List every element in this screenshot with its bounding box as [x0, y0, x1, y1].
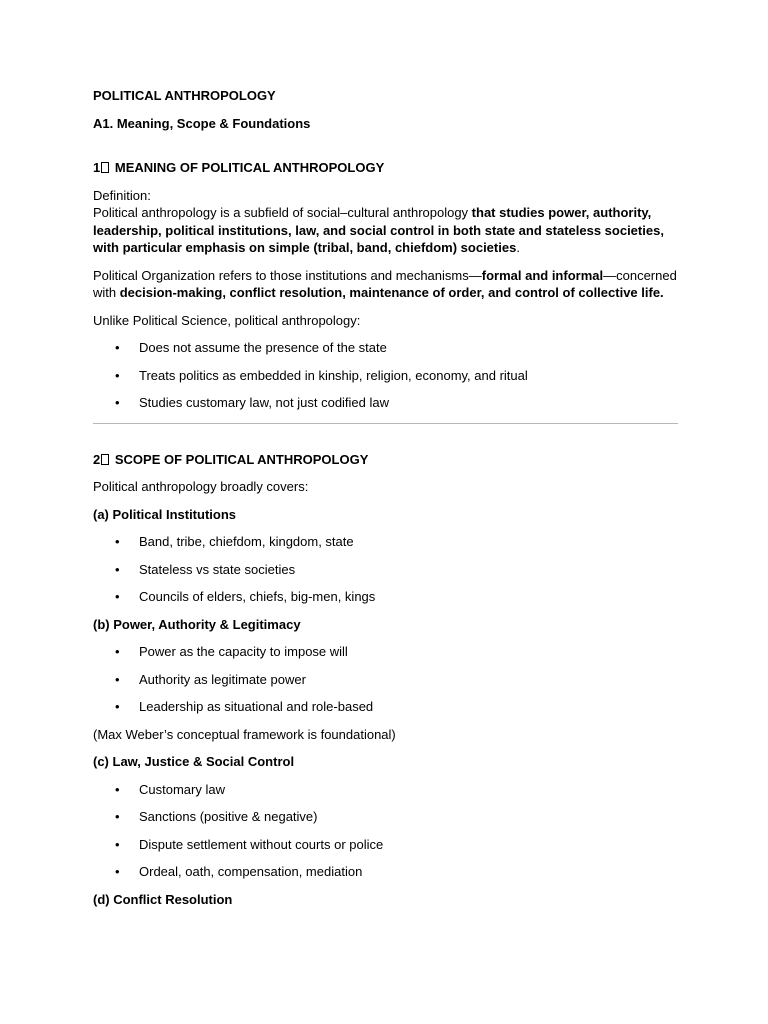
section-2-title: SCOPE OF POLITICAL ANTHROPOLOGY	[114, 451, 369, 467]
document-body	[93, 87, 678, 918]
definition-label: Definition:	[93, 187, 151, 203]
section-2-number: 2	[93, 451, 101, 467]
list-item	[93, 394, 678, 412]
list-b	[93, 643, 678, 716]
list-item-text: Sanctions (positive & negative)	[139, 809, 318, 824]
definition-end: .	[516, 240, 520, 255]
bullet-icon: •	[115, 644, 120, 659]
definition-emphasis: that studies power, authority, leadership, political institutions, law, and social control in both state and stateless societies, with particular emphasis on simple (tribal, band, chiefdom) societies	[93, 205, 664, 255]
list-item-text: Treats politics as embedded in kinship, religion, economy, and ritual	[139, 367, 528, 383]
po-emphasis-2: decision-making, conflict resolution, maintenance of order, and control of collective life.	[119, 285, 664, 300]
subheading-b: (b) Power, Authority & Legitimacy	[93, 616, 301, 632]
po-text-1: Political Organization refers to those institutions and mechanisms—	[93, 267, 482, 283]
list-item-text: Stateless vs state societies	[139, 561, 296, 577]
list-c	[93, 781, 678, 881]
bullet-icon: •	[115, 561, 120, 577]
list-item	[93, 561, 678, 579]
document-subtitle: A1. Meaning, Scope & Foundations	[93, 115, 311, 131]
spacer	[93, 142, 678, 159]
list-item	[93, 836, 678, 854]
missing-glyph-box-icon	[101, 162, 109, 173]
list-item-text: Band, tribe, chiefdom, kingdom, state	[139, 534, 354, 549]
bullet-icon: •	[115, 836, 120, 852]
definition-text: Political anthropology is a subfield of social–cultural anthropology	[93, 205, 472, 220]
list-item	[93, 698, 678, 716]
definition-paragraph	[93, 187, 678, 257]
list-item-text: Customary law	[139, 781, 225, 797]
list-item-text: Dispute settlement without courts or police	[139, 836, 384, 852]
bullet-icon: •	[115, 395, 120, 410]
bullet-icon: •	[115, 534, 120, 549]
political-organization-paragraph	[93, 267, 678, 302]
list-item	[93, 781, 678, 799]
list-a	[93, 533, 678, 606]
list-item	[93, 533, 678, 551]
section-1-number: 1	[93, 160, 101, 175]
bullet-icon: •	[115, 340, 120, 355]
list-item-text: Authority as legitimate power	[139, 671, 306, 687]
bullet-icon: •	[115, 367, 120, 383]
bullet-icon: •	[115, 699, 120, 714]
section-1-title: MEANING OF POLITICAL ANTHROPOLOGY	[114, 160, 385, 175]
bullet-icon: •	[115, 589, 120, 604]
list-item-text: Studies customary law, not just codified law	[139, 395, 390, 410]
document-title: POLITICAL ANTHROPOLOGY	[93, 88, 276, 103]
bullet-icon: •	[115, 671, 120, 687]
section-2-heading	[93, 451, 678, 469]
list-item-text: Does not assume the presence of the state	[139, 340, 387, 355]
list-item	[93, 808, 678, 826]
list-item-text: Power as the capacity to impose will	[139, 644, 348, 659]
subheading-c: (c) Law, Justice & Social Control	[93, 754, 295, 769]
list-item	[93, 339, 678, 357]
weber-note: (Max Weber’s conceptual framework is foundational)	[93, 726, 396, 742]
po-emphasis-1: formal and informal	[481, 267, 604, 283]
list-item-text: Leadership as situational and role-based	[139, 699, 374, 714]
horizontal-divider	[93, 423, 678, 424]
list-item	[93, 367, 678, 385]
section-1-heading	[93, 159, 678, 177]
po-text-2: —concerned with	[93, 267, 677, 300]
bullet-icon: •	[115, 809, 120, 824]
subheading-a: (a) Political Institutions	[93, 506, 237, 522]
list-item	[93, 863, 678, 881]
missing-glyph-box-icon	[101, 454, 109, 465]
list-item-text: Ordeal, oath, compensation, mediation	[139, 864, 363, 879]
bullet-icon: •	[115, 781, 120, 797]
list-item	[93, 643, 678, 661]
bullet-icon: •	[115, 864, 120, 879]
list-item	[93, 671, 678, 689]
section-1-bullet-list	[93, 339, 678, 412]
subheading-d: (d) Conflict Resolution	[93, 891, 233, 907]
scope-intro: Political anthropology broadly covers:	[93, 479, 309, 494]
list-item	[93, 588, 678, 606]
list-item-text: Councils of elders, chiefs, big-men, kings	[139, 589, 376, 604]
unlike-political-science: Unlike Political Science, political anthropology:	[93, 312, 361, 328]
